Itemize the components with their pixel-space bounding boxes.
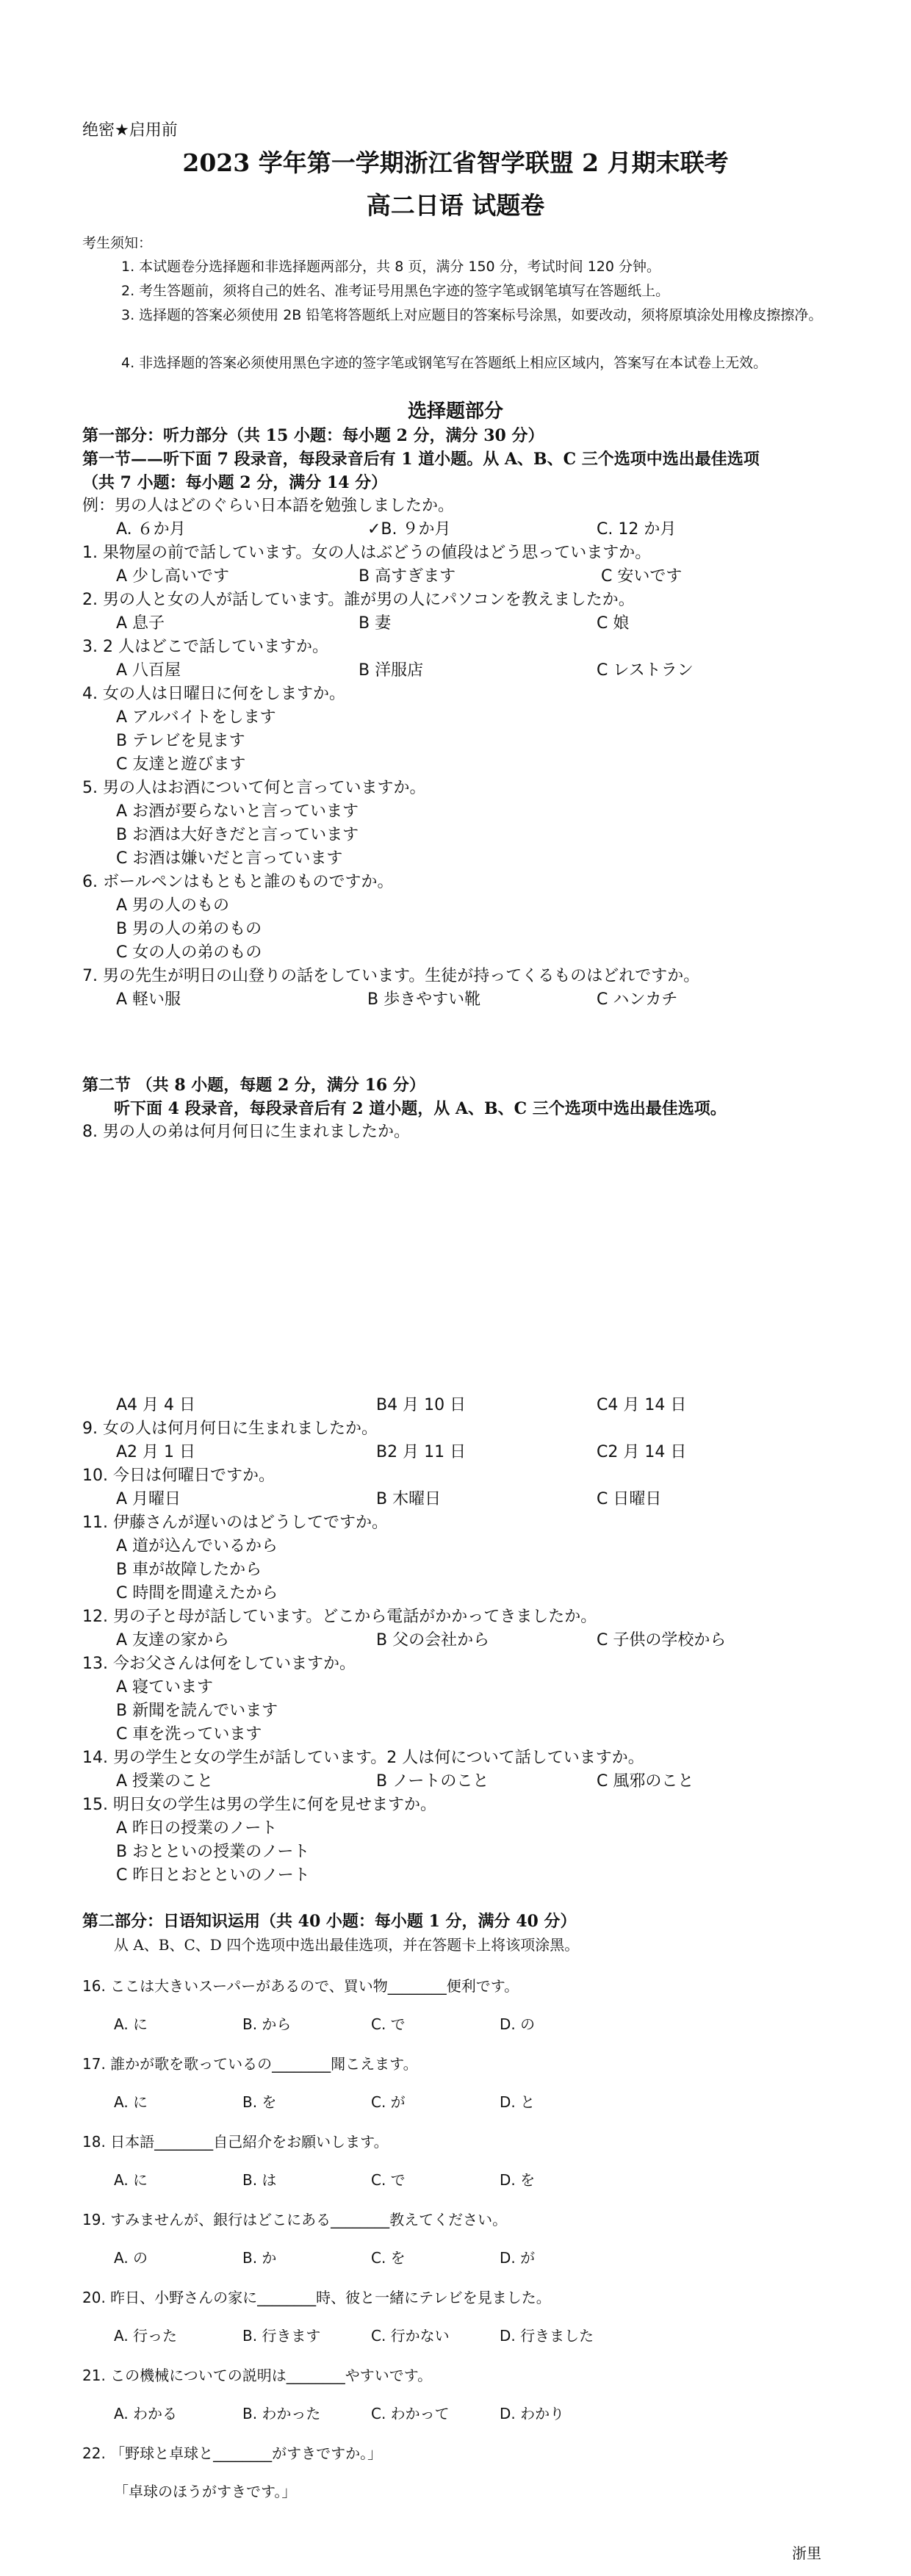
- question-2-option-b: B 妻: [359, 614, 392, 633]
- question-8: 8. 男の人の弟は何月何日に生まれましたか。: [82, 1123, 410, 1141]
- question-6-option-c: C 女の人の弟のもの: [116, 943, 262, 962]
- question-12-option-a: A 友達の家から: [116, 1631, 230, 1649]
- question-5-option-c: C お酒は嫌いだと言っています: [116, 849, 343, 868]
- question-20-option-d: D. 行きました: [500, 2327, 594, 2345]
- question-12-option-c: C 子供の学校から: [597, 1631, 727, 1649]
- question-19-option-b: B. か: [242, 2249, 277, 2267]
- question-16-option-c: C. で: [371, 2015, 406, 2033]
- question-9-option-c: C2 月 14 日: [597, 1443, 687, 1461]
- example-option-c: C. 12 か月: [597, 520, 677, 539]
- question-19-option-a: A. の: [114, 2249, 148, 2267]
- notice-item-4: 4. 非选择题的答案必须使用黑色字迹的签字笔或钢笔写在答题纸上相应区域内，答案写在本试卷上无效。: [121, 355, 768, 371]
- question-6-option-b: B 男の人の弟のもの: [116, 920, 262, 938]
- part2-description: 从 A、B、C、D 四个选项中选出最佳选项，并在答题卡上将该项涂黑。: [114, 1936, 580, 1954]
- question-1-option-a: A 少し高いです: [116, 567, 230, 586]
- question-17-option-c: C. が: [371, 2093, 406, 2111]
- question-14-option-c: C 風邪のこと: [597, 1772, 694, 1791]
- section2-title: 第二节 （共 8 小题，每题 2 分，满分 16 分）: [82, 1076, 425, 1095]
- question-19-option-d: D. が: [500, 2249, 536, 2267]
- question-16-option-a: A. に: [114, 2015, 148, 2033]
- question-21: 21. この機械についての説明は________やすいです。: [82, 2367, 433, 2384]
- notice-item-1: 1. 本试题卷分选择题和非选择题两部分，共 8 页，满分 150 分，考试时间 120 分钟。: [121, 259, 661, 275]
- notice-label: 考生须知：: [82, 235, 153, 251]
- question-5: 5. 男の人はお酒について何と言っていますか。: [82, 779, 426, 797]
- question-17-option-d: D. と: [500, 2093, 536, 2111]
- section1-subtitle: （共 7 小题：每小题 2 分，满分 14 分）: [82, 473, 388, 492]
- example-option-b: ✓B. ９か月: [367, 520, 451, 539]
- question-3: 3. 2 人はどこで話していますか。: [82, 638, 328, 656]
- confidential-mark: 绝密★启用前: [82, 121, 178, 140]
- question-8-option-b: B4 月 10 日: [376, 1396, 467, 1414]
- question-12-option-b: B 父の会社から: [376, 1631, 490, 1649]
- question-7-option-b: B 歩きやすい靴: [367, 990, 481, 1009]
- question-8-option-c: C4 月 14 日: [597, 1396, 687, 1414]
- exam-subtitle: 高二日语 试题卷: [366, 191, 545, 220]
- question-18-option-b: B. は: [242, 2171, 277, 2189]
- question-19: 19. すみませんが、銀行はどこにある________教えてください。: [82, 2211, 508, 2228]
- question-21-option-b: B. わかった: [242, 2405, 321, 2422]
- question-3-option-c: C レストラン: [597, 661, 694, 680]
- exam-title: 2023 学年第一学期浙江省智学联盟 2 月期末联考: [182, 148, 729, 177]
- question-8-option-a: A4 月 4 日: [116, 1396, 196, 1414]
- section-title: 选择题部分: [407, 400, 503, 422]
- question-6-option-a: A 男の人のもの: [116, 896, 230, 915]
- question-13-option-a: A 寝ています: [116, 1678, 214, 1697]
- question-11: 11. 伊藤さんが遅いのはどうしてですか。: [82, 1514, 388, 1532]
- question-1-option-c: C 安いです: [601, 567, 683, 586]
- question-7: 7. 男の先生が明日の山登りの話をしています。生徒が持ってくるものはどれですか。: [82, 967, 700, 985]
- question-20-option-c: C. 行かない: [371, 2327, 450, 2345]
- question-1: 1. 果物屋の前で話しています。女の人はぶどうの値段はどう思っていますか。: [82, 544, 652, 562]
- part2-title: 第二部分：日语知识运用（共 40 小题：每小题 1 分，满分 40 分）: [82, 1912, 577, 1931]
- section2-description: 听下面 4 段录音，每段录音后有 2 道小题，从 A、B、C 三个选项中选出最佳选项。: [114, 1099, 727, 1118]
- question-21-option-d: D. わかり: [500, 2405, 565, 2422]
- question-4-option-c: C 友達と遊びます: [116, 755, 246, 774]
- question-22: 22. 「野球と卓球と________がすきですか。」: [82, 2444, 383, 2462]
- question-15-option-b: B おとといの授業のノート: [116, 1843, 310, 1861]
- part1-title: 第一部分：听力部分（共 15 小题：每小题 2 分，满分 30 分）: [82, 426, 544, 445]
- question-3-option-b: B 洋服店: [359, 661, 424, 680]
- question-19-option-c: C. を: [371, 2249, 406, 2267]
- question-20-option-b: B. 行きます: [242, 2327, 321, 2345]
- question-20: 20. 昨日、小野さんの家に________時、彼と一緒にテレビを見ました。: [82, 2289, 551, 2306]
- question-4-option-a: A アルバイトをします: [116, 708, 276, 727]
- question-5-option-b: B お酒は大好きだと言っています: [116, 826, 359, 844]
- question-4: 4. 女の人は日曜日に何をしますか。: [82, 685, 345, 703]
- question-18-option-a: A. に: [114, 2171, 148, 2189]
- question-13-option-b: B 新聞を読んでいます: [116, 1702, 278, 1720]
- footer-mark: 浙里: [792, 2544, 821, 2562]
- question-18: 18. 日本語________自己紹介をお願いします。: [82, 2133, 389, 2151]
- question-9-option-b: B2 月 11 日: [376, 1443, 467, 1461]
- question-14-option-b: B ノートのこと: [376, 1772, 489, 1791]
- question-5-option-a: A お酒が要らないと言っています: [116, 802, 359, 821]
- question-16: 16. ここは大きいスーパーがあるので、買い物________便利です。: [82, 1977, 519, 1995]
- question-21-option-a: A. わかる: [114, 2405, 178, 2422]
- question-4-option-b: B テレビを見ます: [116, 732, 245, 750]
- question-15-option-a: A 昨日の授業のノート: [116, 1819, 278, 1838]
- question-10-option-c: C 日曜日: [597, 1490, 662, 1508]
- question-16-option-b: B. から: [242, 2015, 292, 2033]
- question-14-option-a: A 授業のこと: [116, 1772, 214, 1791]
- question-9-option-a: A2 月 1 日: [116, 1443, 196, 1461]
- example-option-a: A. ６か月: [116, 520, 186, 539]
- question-10-option-b: B 木曜日: [376, 1490, 442, 1508]
- question-14: 14. 男の学生と女の学生が話しています。2 人は何について話していますか。: [82, 1749, 644, 1767]
- question-3-option-a: A 八百屋: [116, 661, 181, 680]
- question-10-option-a: A 月曜日: [116, 1490, 181, 1508]
- question-7-option-c: C ハンカチ: [597, 990, 678, 1009]
- question-1-option-b: B 高すぎます: [359, 567, 456, 586]
- question-11-option-c: C 時間を間違えたから: [116, 1584, 278, 1602]
- question-2-option-a: A 息子: [116, 614, 165, 633]
- example-question: 例：男の人はどのぐらい日本語を勉強しましたか。: [82, 497, 455, 515]
- question-11-option-b: B 車が故障したから: [116, 1561, 262, 1579]
- question-12: 12. 男の子と母が話しています。どこから電話がかかってきましたか。: [82, 1608, 597, 1626]
- question-9: 9. 女の人は何月何日に生まれましたか。: [82, 1420, 378, 1438]
- question-10: 10. 今日は何曜日ですか。: [82, 1467, 275, 1485]
- notice-item-2: 2. 考生答题前，须将自己的姓名、准考证号用黑色字迹的签字笔或钢笔填写在答题纸上。: [121, 283, 670, 299]
- question-17: 17. 誰かが歌を歌っているの________聞こえます。: [82, 2055, 418, 2073]
- question-11-option-a: A 道が込んでいるから: [116, 1537, 278, 1555]
- question-15-option-c: C 昨日とおとといのノート: [116, 1866, 310, 1885]
- question-6: 6. ボールペンはもともと誰のものですか。: [82, 873, 394, 891]
- question-7-option-a: A 軽い服: [116, 990, 181, 1009]
- question-21-option-c: C. わかって: [371, 2405, 450, 2422]
- question-18-option-c: C. で: [371, 2171, 406, 2189]
- question-17-option-b: B. を: [242, 2093, 277, 2111]
- question-15: 15. 明日女の学生は男の学生に何を見せますか。: [82, 1796, 436, 1814]
- question-20-option-a: A. 行った: [114, 2327, 178, 2345]
- question-16-option-d: D. の: [500, 2015, 536, 2033]
- notice-item-3: 3. 选择题的答案必须使用 2B 铅笔将答题纸上对应题目的答案标号涂黑，如要改动，须将原填涂处用橡皮擦擦净。: [121, 307, 823, 323]
- question-18-option-d: D. を: [500, 2171, 536, 2189]
- question-2-option-c: C 娘: [597, 614, 630, 633]
- question-13: 13. 今お父さんは何をしていますか。: [82, 1655, 356, 1673]
- question-13-option-c: C 車を洗っています: [116, 1725, 262, 1744]
- section1-title: 第一节——听下面 7 段录音，每段录音后有 1 道小题。从 A、B、C 三个选项中选出最佳选项: [82, 450, 760, 469]
- question-22-reply: 「卓球のほうがすきです。」: [114, 2483, 297, 2500]
- question-2: 2. 男の人と女の人が話しています。誰が男の人にパソコンを教えましたか。: [82, 591, 635, 609]
- question-17-option-a: A. に: [114, 2093, 148, 2111]
